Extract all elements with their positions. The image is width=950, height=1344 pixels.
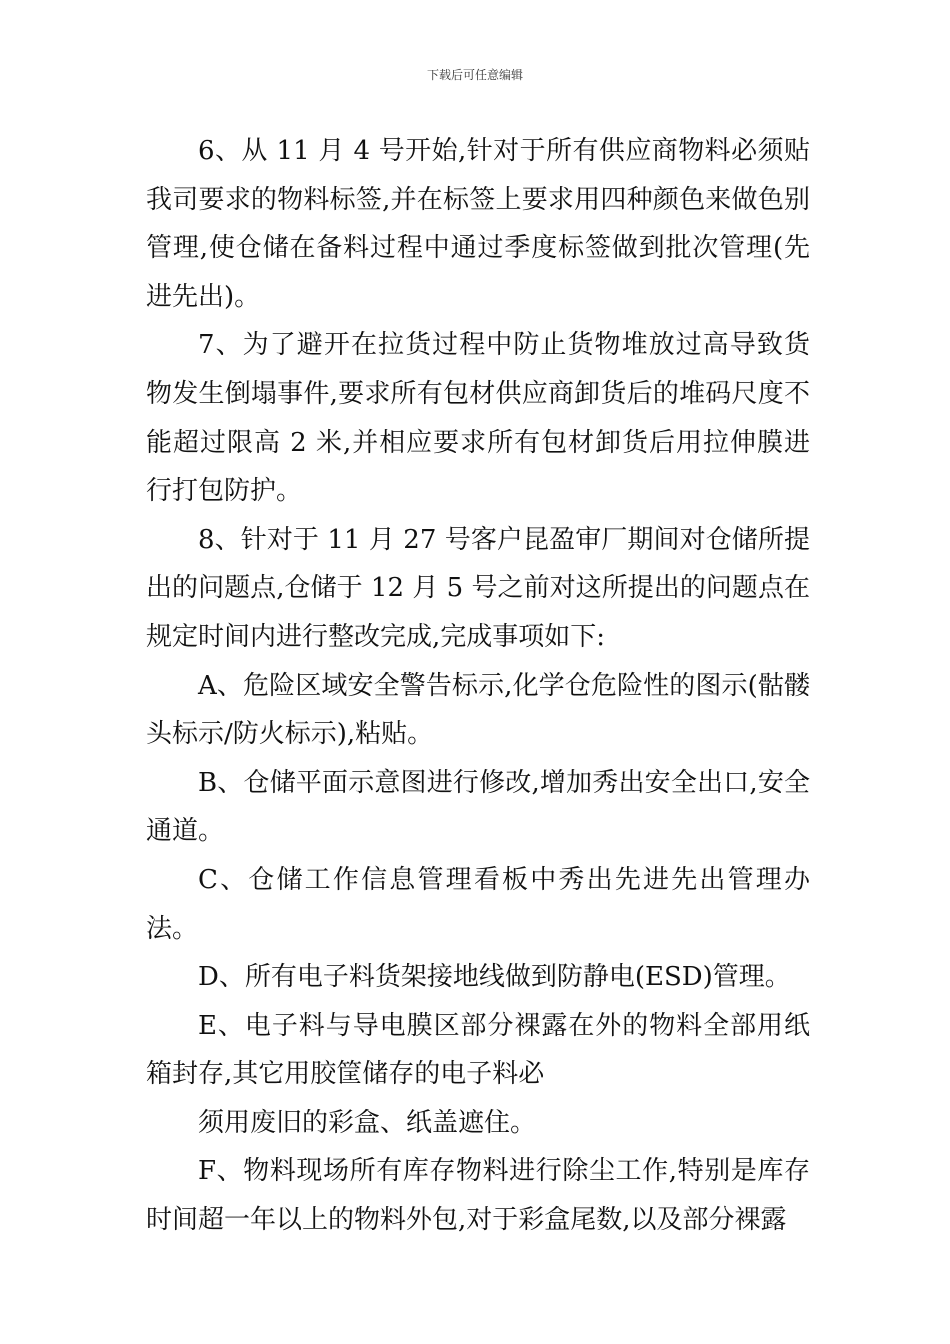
paragraph-subitem-c: C、仓储工作信息管理看板中秀出先进先出管理办法。 — [146, 864, 810, 944]
paragraph-item-6: 6、从 11 月 4 号开始,针对于所有供应商物料必须贴我司要求的物料标签,并在标签上要求用四种颜色来做色别管理,使仓储在备料过程中通过季度标签做到批次管理(先进先出)。 — [146, 136, 810, 312]
document-body — [146, 127, 810, 1245]
page-header-note: 下载后可任意编辑 — [426, 68, 523, 82]
paragraph-subitem-b: B、仓储平面示意图进行修改,增加秀出安全出口,安全通道。 — [146, 767, 810, 847]
paragraph-item-7: 7、为了避开在拉货过程中防止货物堆放过高导致货物发生倒塌事件,要求所有包材供应商卸货后的堆码尺度不能超过限高 2 米,并相应要求所有包材卸货后用拉伸膜进行打包防护。 — [146, 330, 810, 507]
paragraph-subitem-f: F、物料现场所有库存物料进行除尘工作,特别是库存时间超一年以上的物料外包,对于彩盒尾数,以及部分裸露 — [146, 1156, 810, 1236]
paragraph-subitem-e: E、电子料与导电膜区部分裸露在外的物料全部用纸箱封存,其它用胶筐储存的电子料必 — [146, 1010, 810, 1090]
paragraph-subitem-d: D、所有电子料货架接地线做到防静电(ESD)管理。 — [198, 962, 791, 993]
paragraph-subitem-a: A、危险区域安全警告标示,化学仓危险性的图示(骷髅头标示/防火标示),粘贴。 — [146, 670, 810, 750]
paragraph-subitem-e-continued: 须用废旧的彩盒、纸盖遮住。 — [198, 1107, 537, 1138]
paragraph-item-8: 8、针对于 11 月 27 号客户昆盈审厂期间对仓储所提出的问题点,仓储于 12 月 5 号之前对这所提出的问题点在规定时间内进行整改完成,完成事项如下: — [146, 524, 810, 652]
